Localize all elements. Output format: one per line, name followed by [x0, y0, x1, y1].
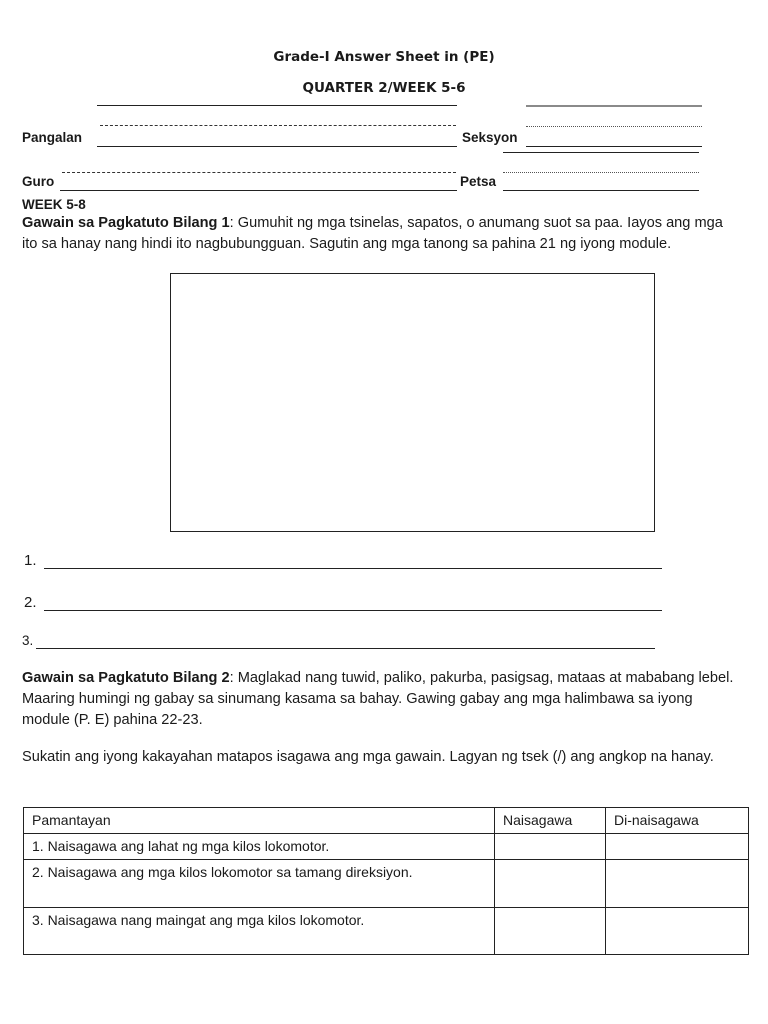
criteria-cell-1: 1. Naisagawa ang lahat ng mga kilos lokomotor. [24, 834, 495, 860]
instruction-paragraph: Sukatin ang iyong kakayahan matapos isagawa ang mga gawain. Lagyan ng tsek (/) ang angkop na hanay. [22, 749, 714, 765]
criteria-table [23, 807, 749, 955]
activity2-heading: Gawain sa Pagkatuto Bilang 2 [22, 670, 230, 686]
header-criteria: Pamantayan [24, 808, 495, 834]
table-header-row [24, 808, 749, 834]
answer-number-3: 3. [22, 633, 34, 648]
answer-line-1[interactable] [44, 568, 662, 569]
page-subtitle: QUARTER 2/WEEK 5-6 [302, 80, 466, 96]
answer-number-1: 1. [24, 552, 37, 569]
date-guide-dot [503, 172, 699, 173]
section-top-line [526, 105, 702, 107]
not-done-checkbox-1[interactable] [606, 834, 749, 860]
week-label: WEEK 5-8 [22, 197, 86, 212]
teacher-guide-dash [62, 172, 456, 173]
done-checkbox-1[interactable] [495, 834, 606, 860]
section-under-line [503, 152, 699, 153]
date-field[interactable] [503, 190, 699, 191]
section-field[interactable] [526, 146, 702, 147]
drawing-box[interactable] [170, 273, 655, 532]
criteria-cell-2: 2. Naisagawa ang mga kilos lokomotor sa tamang direksiyon. [24, 860, 495, 908]
not-done-checkbox-3[interactable] [606, 908, 749, 955]
name-field[interactable] [97, 146, 457, 147]
header-not-done: Di-naisagawa [606, 808, 749, 834]
name-label: Pangalan [22, 130, 83, 145]
answer-number-2: 2. [24, 594, 37, 611]
activity1-paragraph [22, 213, 734, 255]
answer-line-3[interactable] [36, 648, 655, 649]
name-top-line [97, 105, 457, 106]
section-guide-dot [526, 126, 702, 127]
teacher-field[interactable] [60, 190, 457, 191]
done-checkbox-2[interactable] [495, 860, 606, 908]
done-checkbox-3[interactable] [495, 908, 606, 955]
section-label: Seksyon [462, 130, 518, 145]
table-row [24, 860, 749, 908]
teacher-label: Guro [22, 174, 55, 189]
activity1-text: : Gumuhit ng mga tsinelas, sapatos, o anumang suot sa paa. Iayos ang mga ito sa hanay nang hindi ito nagbubungguan. Sagutin ang mga tanong sa pahina 21 ng iyong module. [22, 215, 723, 252]
activity2-paragraph [22, 668, 734, 731]
page-title: Grade-I Answer Sheet in (PE) [273, 49, 495, 65]
table-row [24, 908, 749, 955]
name-guide-dash [100, 125, 456, 126]
not-done-checkbox-2[interactable] [606, 860, 749, 908]
answer-line-2[interactable] [44, 610, 662, 611]
criteria-cell-3: 3. Naisagawa nang maingat ang mga kilos lokomotor. [24, 908, 495, 955]
activity1-heading: Gawain sa Pagkatuto Bilang 1 [22, 215, 230, 231]
date-label: Petsa [460, 174, 497, 189]
table-row [24, 834, 749, 860]
header-done: Naisagawa [495, 808, 606, 834]
activity2-text: : Maglakad nang tuwid, paliko, pakurba, pasigsag, mataas at mababang lebel. Maaring humingi ng gabay sa sinumang kasama sa bahay. Gawing gabay ang mga halimbawa sa iyong module (P. E) pahina 22-23. [22, 670, 734, 728]
